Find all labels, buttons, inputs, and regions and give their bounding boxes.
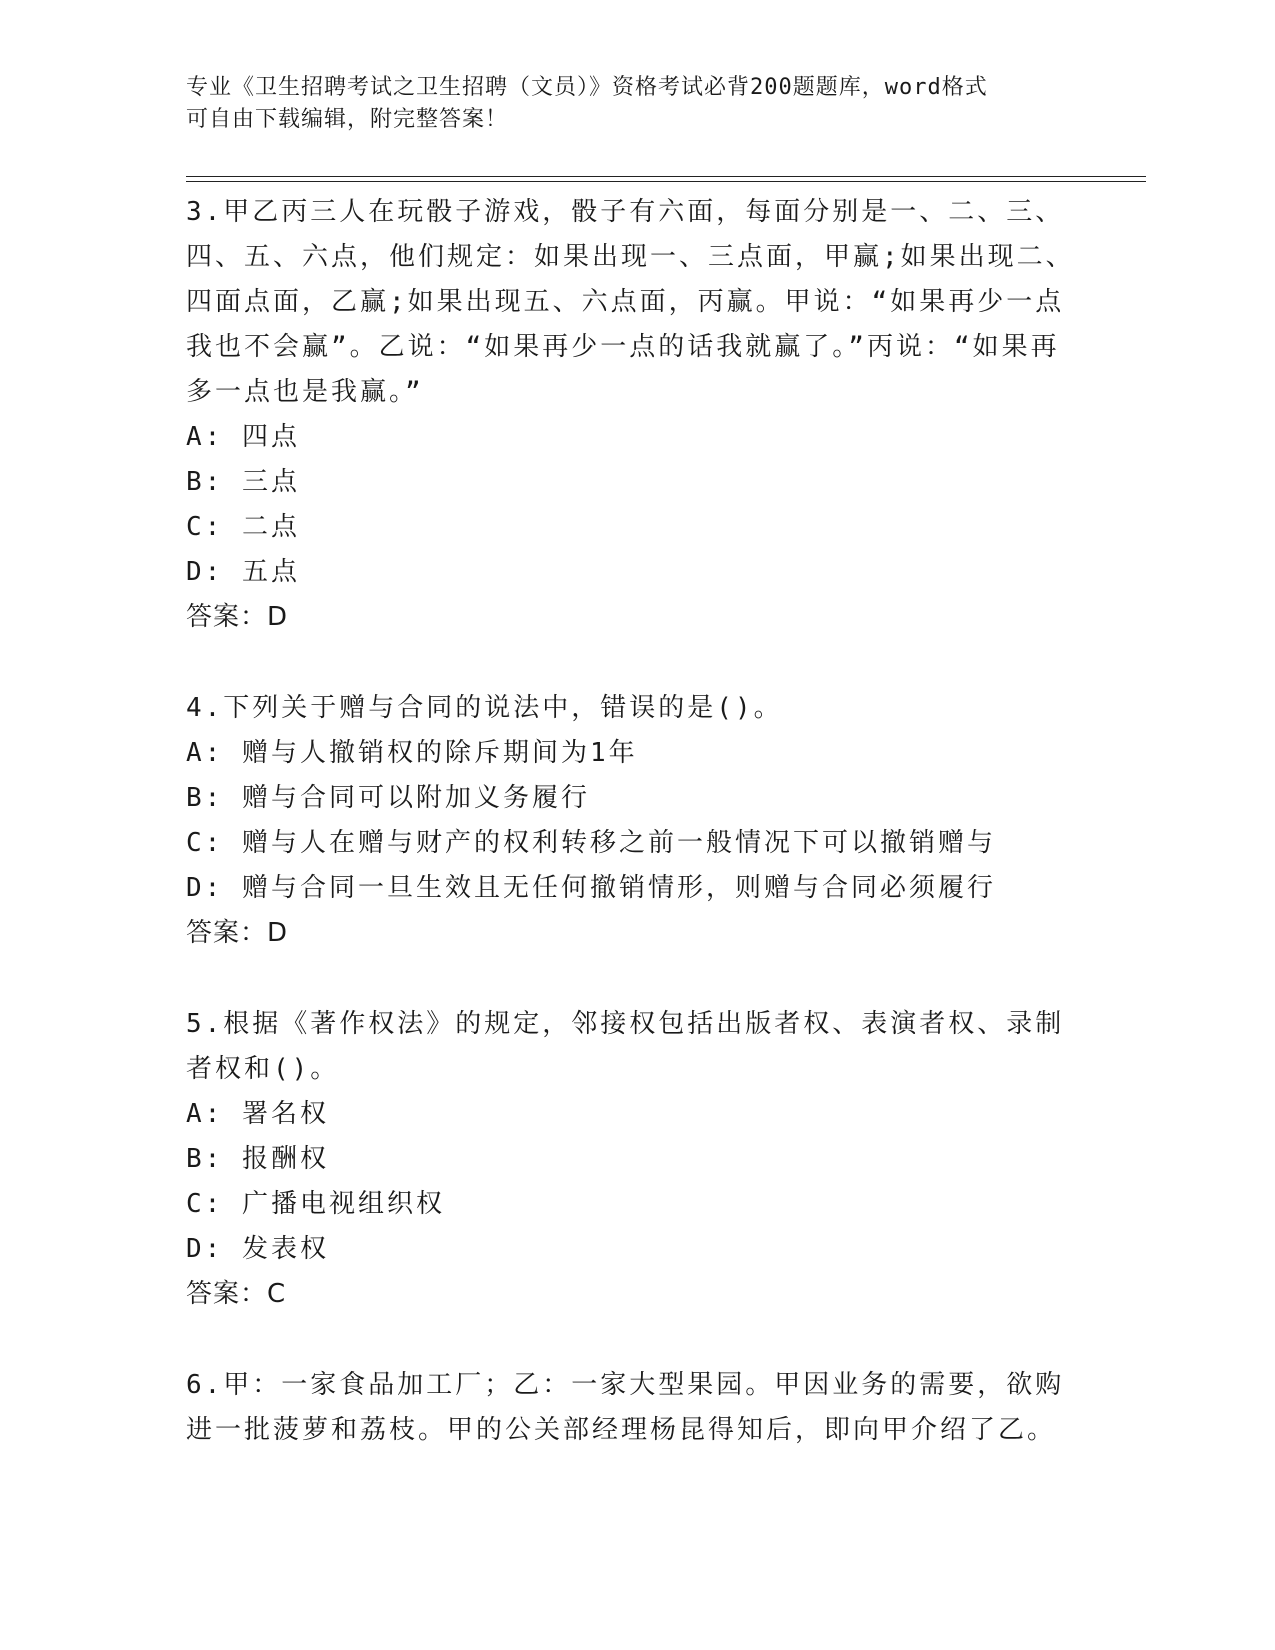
header-rule-bottom (186, 181, 1146, 182)
option-text: 赠与人撤销权的除斥期间为1年 (241, 738, 638, 768)
option-letter: A: (186, 738, 224, 768)
option-text: 四点 (241, 422, 300, 452)
question-4 (186, 686, 1086, 956)
option-text: 赠与合同可以附加义务履行 (241, 783, 590, 813)
option-text: 广播电视组织权 (241, 1189, 445, 1219)
option-text: 五点 (241, 557, 300, 587)
option-letter: C: (186, 1189, 224, 1219)
question-text: 5.根据《著作权法》的规定，邻接权包括出版者权、表演者权、录制者权和()。 (186, 1009, 1065, 1084)
document-header (186, 72, 1066, 136)
option-text: 三点 (241, 467, 300, 497)
option-c (186, 505, 1086, 550)
option-b (186, 460, 1086, 505)
question-6 (186, 1363, 1086, 1453)
option-a (186, 415, 1086, 460)
option-text: 署名权 (241, 1099, 329, 1129)
option-a (186, 731, 1086, 776)
question-text: 3.甲乙丙三人在玩骰子游戏，骰子有六面，每面分别是一、二、三、四、五、六点，他们规定：如果出现一、三点面，甲赢;如果出现二、四面点面，乙赢;如果出现五、六点面，丙赢。甲说：“如果再少一点我也不会赢”。乙说：“如果再少一点的话我就赢了。”丙说：“如果再多一点也是我赢。” (186, 197, 1075, 407)
header-line-1: 专业《卫生招聘考试之卫生招聘（文员）》资格考试必背200题题库，word格式 (186, 75, 988, 100)
option-text: 发表权 (241, 1234, 329, 1264)
question-3 (186, 190, 1086, 640)
question-spacer (186, 1317, 1086, 1363)
option-letter: D: (186, 1234, 224, 1264)
question-5 (186, 1002, 1086, 1317)
option-letter: B: (186, 783, 224, 813)
option-d (186, 1227, 1086, 1272)
option-letter: C: (186, 828, 224, 858)
answer-label: 答案：D (186, 602, 289, 632)
question-spacer (186, 956, 1086, 1002)
option-letter: A: (186, 1099, 224, 1129)
option-a (186, 1092, 1086, 1137)
option-b (186, 776, 1086, 821)
option-letter: B: (186, 467, 224, 497)
option-d (186, 550, 1086, 595)
question-list (186, 190, 1086, 1453)
option-letter: A: (186, 422, 224, 452)
question-spacer (186, 640, 1086, 686)
option-c (186, 1182, 1086, 1227)
option-c (186, 821, 1086, 866)
option-text: 报酬权 (241, 1144, 329, 1174)
answer-label: 答案：D (186, 918, 289, 948)
option-letter: D: (186, 873, 224, 903)
option-letter: D: (186, 557, 224, 587)
option-letter: C: (186, 512, 224, 542)
option-letter: B: (186, 1144, 224, 1174)
option-text: 二点 (241, 512, 300, 542)
answer-label: 答案：C (186, 1279, 287, 1309)
question-text: 6.甲：一家食品加工厂；乙：一家大型果园。甲因业务的需要，欲购进一批菠萝和荔枝。甲的公关部经理杨昆得知后，即向甲介绍了乙。 (186, 1370, 1065, 1445)
option-text: 赠与合同一旦生效且无任何撤销情形，则赠与合同必须履行 (241, 873, 996, 903)
question-text: 4.下列关于赠与合同的说法中，错误的是()。 (186, 693, 783, 723)
header-line-2: 可自由下载编辑，附完整答案！ (186, 107, 509, 132)
option-text: 赠与人在赠与财产的权利转移之前一般情况下可以撤销赠与 (241, 828, 996, 858)
option-d (186, 866, 1086, 911)
option-b (186, 1137, 1086, 1182)
header-rule-top (186, 176, 1146, 177)
